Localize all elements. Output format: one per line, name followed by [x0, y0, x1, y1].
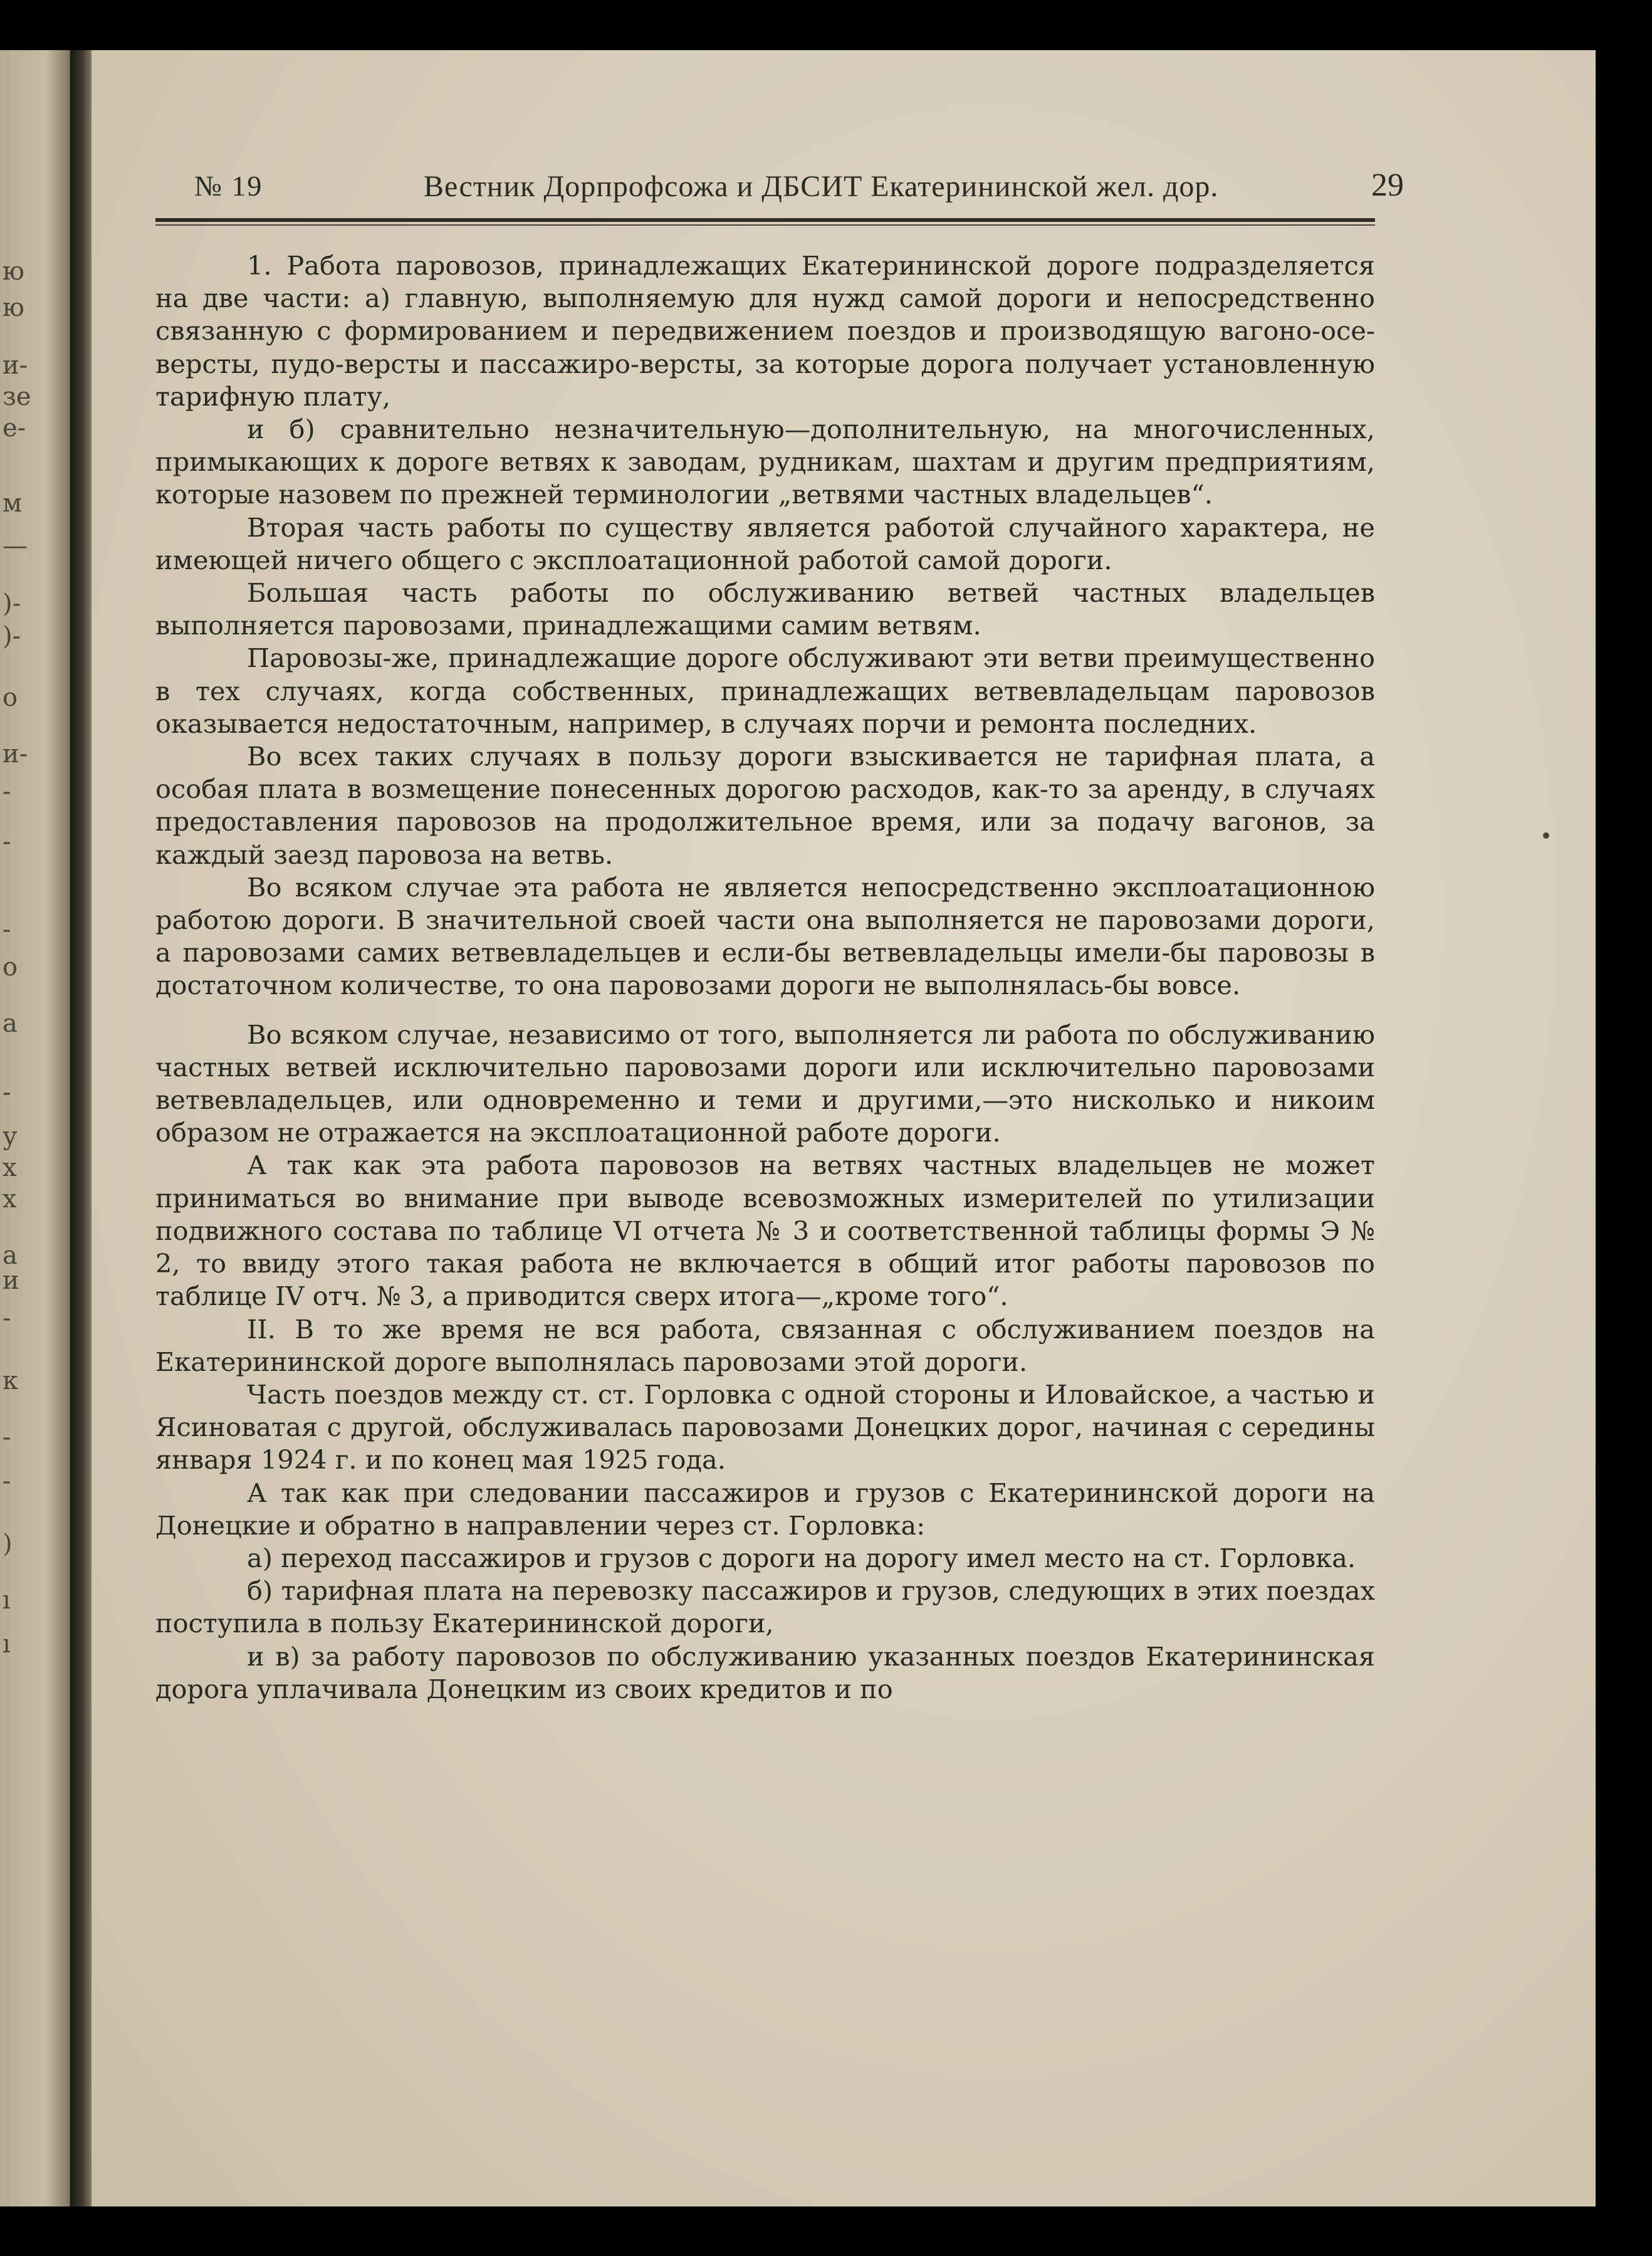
paragraph: II. В то же время не вся работа, связанная с обслуживанием поездов на Екатерининской дороге выполнялась паровозами этой дороги.	[155, 1313, 1375, 1377]
book-gutter	[70, 50, 93, 2206]
facing-page-fragment: -	[3, 827, 11, 856]
paragraph: Часть поездов между ст. ст. Горловка с одной стороны и Иловайское, а частью и Ясиноватая с другой, обслуживалась паровозами Донецких дорог, начиная с середины января 1924 г. и по конец мая 1925 года.	[155, 1378, 1375, 1476]
facing-page-fragment: а	[3, 1241, 18, 1270]
paragraph: Во всех таких случаях в пользу дороги взыскивается не тарифная плата, а особая плата в возмещение понесенных дорогою расходов, как-то за аренду, в случаях предоставления паровозов на продолжительное время, или за подачу вагонов, за каждый заезд паровоза на ветвь.	[155, 741, 1375, 870]
facing-page-fragment: -	[3, 915, 11, 944]
page-number: 29	[1371, 167, 1404, 203]
facing-page-fragment: и-	[3, 351, 28, 380]
facing-page-fragment: -	[3, 1078, 11, 1107]
facing-page-fragment: к	[3, 1367, 18, 1395]
ink-speck	[1543, 832, 1549, 839]
paragraph: Паровозы-же, принадлежащие дороге обслуживают эти ветви преимущественно в тех случаях, когда собственных, принадлежащих ветвевладельцам паровозов оказывается недостаточным, например, в случаях порчи и ремонта последних.	[155, 643, 1375, 739]
facing-page-fragment: -	[3, 1423, 11, 1452]
header-rule-thin	[155, 224, 1375, 226]
facing-page-fragment: -	[3, 777, 11, 806]
facing-page-fragment: х	[3, 1185, 17, 1214]
paragraph: Во всяком случае, независимо от того, выполняется ли работа по обслуживанию частных ветвей исключительно паровозами дороги или исключительно паровозами ветвевладельцев, или одновременно и теми и другими,—это нисколько и никоим образом не отражается на эксплоатационной работе дороги.	[155, 1019, 1375, 1148]
facing-page-fragment: )-	[3, 589, 21, 618]
body-text	[155, 249, 1375, 1706]
header-rule	[155, 218, 1375, 222]
facing-page-fragment: )	[3, 1529, 13, 1558]
paragraph: Вторая часть работы по существу является работой случайного характера, не имеющей ничего общего с эксплоатационной работой самой дороги.	[155, 512, 1375, 575]
paragraph: б) тарифная плата на перевозку пассажиров и грузов, следующих в этих поездах поступила в пользу Екатерининской дороги,	[155, 1575, 1375, 1639]
paragraph: Большая часть работы по обслуживанию ветвей частных владельцев выполняется паровозами, принадлежащими самим ветвям.	[155, 577, 1375, 641]
facing-page-fragment: о	[3, 953, 18, 982]
facing-page-fragment: и-	[3, 740, 28, 769]
facing-page-fragment: о	[3, 683, 18, 712]
adjacent-page-edge	[0, 50, 75, 2206]
facing-page-fragment: у	[3, 1122, 18, 1151]
facing-page-fragment: и	[3, 1266, 19, 1295]
facing-page-fragment: -	[3, 1304, 11, 1333]
journal-page	[91, 50, 1596, 2206]
issue-number: № 19	[194, 170, 263, 202]
facing-page-fragment: ю	[3, 293, 24, 322]
facing-page-fragment: ю	[3, 257, 24, 286]
facing-page-fragment: е-	[3, 414, 26, 443]
paragraph: а) переход пассажиров и грузов с дороги на дорогу имел место на ст. Горловка.	[247, 1542, 1356, 1573]
journal-title: Вестник Дорпрофсожа и ДБСИТ Екатерининской жел. дор.	[424, 170, 1219, 203]
facing-page-fragment: ı	[3, 1586, 11, 1615]
facing-page-fragment: -	[3, 1467, 11, 1496]
facing-page-fragment: х	[3, 1153, 17, 1182]
paragraph: Во всяком случае эта работа не является непосредственно эксплоатационною работою дороги. В значительной своей части она выполняется не паровозами дороги, а паровозами самих ветвевладельцев и если-бы ветвевладельцы имели-бы паровозы в достаточном количестве, то она паровозами дороги не выполнялась-бы вовсе.	[155, 871, 1375, 1001]
facing-page-fragment: а	[3, 1009, 18, 1038]
facing-page-fragment: —	[3, 532, 28, 560]
facing-page-fragment: ı	[3, 1630, 11, 1659]
paragraph: и б) сравнительно незначительную—дополнительную, на многочисленных, примыкающих к дороге ветвях к заводам, рудникам, шахтам и другим предприятиям, которые назовем по прежней терминологии „ветвями частных владельцев“.	[155, 414, 1375, 510]
paragraph: и в) за работу паровозов по обслуживанию указанных поездов Екатерининская дорога уплачивала Донецким из своих кредитов и по	[155, 1640, 1375, 1704]
paragraph: А так как при следовании пассажиров и грузов с Екатерининской дороги на Донецкие и обратно в направлении через ст. Горловка:	[155, 1477, 1375, 1541]
running-header	[155, 169, 1465, 213]
facing-page-fragment: м	[3, 489, 23, 518]
paragraph: 1. Работа паровозов, принадлежащих Екатерининской дороге подразделяется на две части: а) главную, выполняемую для нужд самой дороги и непосредственно связанную с формированием и передвижением поездов и производящую вагоно-осе-версты, пудо-версты и пассажиро-версты, за которые дорога получает установленную тарифную плату,	[155, 250, 1375, 412]
facing-page-fragment: )-	[3, 622, 21, 651]
facing-page-fragment: зе	[3, 382, 31, 411]
paragraph: А так как эта работа паровозов на ветвях частных владельцев не может приниматься во внимание при выводе всевозможных измерителей по утилизации подвижного состава по таблице VI отчета № 3 и соответственной таблицы формы Э № 2, то ввиду этого такая работа не включается в общий итог работы паровозов по таблице IV отч. № 3, а приводится сверх итога—„кроме того“.	[155, 1150, 1375, 1312]
